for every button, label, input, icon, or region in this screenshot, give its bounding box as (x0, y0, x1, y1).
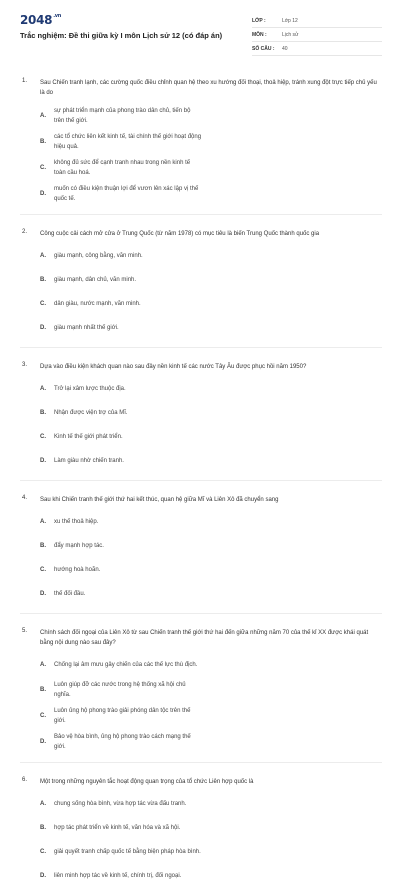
answer-options (40, 656, 382, 758)
meta-value: 40 (282, 45, 288, 52)
question-text: Sau Chiến tranh lạnh, các cường quốc điều chỉnh quan hệ theo xu hướng đối thoại, thoả hiệp, tránh xung đột trực tiếp chủ yếu là do (40, 80, 377, 96)
option-letter: A. (40, 386, 46, 392)
meta-key: MÔN : (252, 31, 267, 38)
question-number: 2. (22, 229, 28, 235)
question-item (0, 78, 400, 210)
question-number: 6. (22, 777, 28, 783)
option-text: Trở lại xâm lược thuộc địa. (54, 386, 126, 392)
option-letter: D. (40, 739, 46, 745)
option-letter: C. (40, 434, 46, 440)
answer-option-a[interactable] (40, 106, 215, 126)
option-text: sự phát triển mạnh của phong trào dân chủ, tiến bộ trên thế giới. (54, 108, 191, 124)
question-number: 1. (22, 78, 28, 84)
meta-value: Lịch sử (282, 31, 299, 38)
question-list (0, 78, 400, 891)
option-letter: A. (40, 662, 46, 668)
option-text: giải quyết tranh chấp quốc tế bằng biện pháp hòa bình. (54, 849, 201, 855)
question-item (0, 229, 400, 343)
option-letter: C. (40, 301, 46, 307)
answer-option-d[interactable] (40, 867, 215, 885)
answer-option-c[interactable] (40, 295, 215, 313)
option-letter: A. (40, 801, 46, 807)
answer-option-b[interactable] (40, 271, 215, 289)
divider (20, 347, 382, 348)
option-letter: B. (40, 277, 46, 283)
answer-options (40, 380, 382, 476)
answer-option-b[interactable] (40, 404, 215, 422)
option-text: không đủ sức để cạnh tranh nhau trong nền kinh tế toàn cầu hoá. (54, 160, 191, 176)
option-text: thế đối đầu. (54, 591, 86, 597)
option-text: Luôn giúp đỡ các nước trong hệ thống xã hội chủ nghĩa. (54, 682, 186, 698)
option-letter: A. (40, 113, 46, 119)
exam-title: Trắc nghiệm: Đề thi giữa kỳ I môn Lịch sử 12 (có đáp án) (20, 31, 223, 40)
option-text: giàu mạnh, công bằng, văn minh. (54, 253, 143, 259)
answer-options (40, 247, 382, 343)
option-text: Nhận được viện trợ của Mĩ. (54, 410, 128, 416)
option-text: chung sống hòa bình, vừa hợp tác vừa đấu tranh. (54, 801, 187, 807)
page-header (0, 0, 400, 62)
answer-option-d[interactable] (40, 452, 215, 470)
option-text: các tổ chức liên kết kinh tế, tài chính thế giới hoạt động hiệu quả. (54, 134, 202, 150)
option-text: Luôn ủng hộ phong trào giải phóng dân tộc trên thế giới. (54, 708, 191, 724)
option-letter: B. (40, 543, 46, 549)
meta-row-count (252, 42, 382, 56)
answer-option-c[interactable] (40, 428, 215, 446)
option-text: muốn có điều kiện thuận lợi để vươn lên xác lập vị thế quốc tế. (54, 186, 199, 202)
option-text: giàu mạnh nhất thế giới. (54, 325, 119, 331)
question-number: 3. (22, 362, 28, 368)
answer-option-c[interactable] (40, 706, 215, 726)
option-letter: C. (40, 849, 46, 855)
option-text: liên minh hợp tác về kinh tế, chính trị, đối ngoại. (54, 873, 182, 879)
option-letter: B. (40, 139, 46, 145)
option-letter: C. (40, 165, 46, 171)
meta-key: SỐ CÂU : (252, 45, 275, 52)
meta-value: Lớp 12 (282, 17, 298, 24)
option-text: dân giàu, nước mạnh, văn minh. (54, 301, 141, 307)
answer-option-c[interactable] (40, 158, 215, 178)
option-letter: D. (40, 873, 46, 879)
answer-option-a[interactable] (40, 795, 215, 813)
option-text: hợp tác phát triển về kinh tế, văn hóa và xã hội. (54, 825, 181, 831)
question-text: Một trong những nguyên tắc hoạt động quan trọng của tổ chức Liên hợp quốc là (40, 779, 254, 785)
answer-option-b[interactable] (40, 132, 215, 152)
answer-options (40, 513, 382, 609)
question-text: Sau khi Chiến tranh thế giới thứ hai kết thúc, quan hệ giữa Mĩ và Liên Xô đã chuyển sang (40, 497, 279, 503)
divider (20, 762, 382, 763)
option-letter: D. (40, 458, 46, 464)
option-letter: C. (40, 567, 46, 573)
option-text: hướng hoà hoãn. (54, 567, 101, 573)
question-number: 5. (22, 628, 28, 634)
meta-key: LỚP : (252, 17, 266, 24)
option-letter: B. (40, 410, 46, 416)
answer-option-c[interactable] (40, 843, 215, 861)
logo-suffix: .vn (53, 13, 62, 19)
option-text: xu thế thoả hiệp. (54, 519, 99, 525)
option-text: Kinh tế thế giới phát triển. (54, 434, 123, 440)
answer-option-d[interactable] (40, 319, 215, 337)
option-letter: B. (40, 687, 46, 693)
answer-option-d[interactable] (40, 732, 215, 752)
option-text: Bảo vệ hòa bình, ủng hộ phong trào cách mạng thế giới. (54, 734, 191, 750)
divider (20, 480, 382, 481)
question-text: Chính sách đối ngoại của Liên Xô từ sau Chiến tranh thế giới thứ hai đến giữa những năm 70 của thế kỉ XX được khái quát bằng nội dung nào sau đây? (40, 630, 369, 646)
option-text: giàu mạnh, dân chủ, văn minh. (54, 277, 137, 283)
option-letter: D. (40, 591, 46, 597)
answer-option-d[interactable] (40, 184, 215, 204)
option-letter: B. (40, 825, 46, 831)
answer-options (40, 795, 382, 891)
question-item (0, 362, 400, 476)
question-number: 4. (22, 495, 28, 501)
meta-row-class (252, 14, 382, 28)
option-letter: D. (40, 191, 46, 197)
answer-option-a[interactable] (40, 513, 215, 531)
question-text: Công cuộc cải cách mở cửa ở Trung Quốc (từ năm 1978) có mục tiêu là biến Trung Quốc thành quốc gia (40, 231, 320, 237)
answer-option-b[interactable] (40, 537, 215, 555)
answer-option-c[interactable] (40, 561, 215, 579)
question-item (0, 777, 400, 891)
option-text: Chống lại âm mưu gây chiến của các thế lực thù địch. (54, 662, 198, 668)
divider (20, 613, 382, 614)
option-letter: A. (40, 253, 46, 259)
option-text: Làm giàu nhờ chiến tranh. (54, 458, 124, 464)
answer-option-a[interactable] (40, 380, 215, 398)
meta-row-subject (252, 28, 382, 42)
question-item (0, 628, 400, 758)
divider (20, 214, 382, 215)
logo-text: 2048 (20, 13, 53, 27)
question-item (0, 495, 400, 609)
option-letter: D. (40, 325, 46, 331)
answer-option-b[interactable] (40, 819, 215, 837)
exam-meta (252, 14, 382, 56)
option-letter: C. (40, 713, 46, 719)
answer-option-d[interactable] (40, 585, 215, 603)
option-text: đẩy mạnh hợp tác. (54, 543, 104, 549)
site-logo[interactable] (20, 13, 61, 27)
answer-option-a[interactable] (40, 656, 215, 674)
question-text: Dựa vào điều kiện khách quan nào sau đây nền kinh tế các nước Tây Âu được phục hồi năm 1950? (40, 364, 307, 370)
option-letter: A. (40, 519, 46, 525)
answer-option-b[interactable] (40, 680, 215, 700)
answer-options (40, 106, 382, 210)
answer-option-a[interactable] (40, 247, 215, 265)
